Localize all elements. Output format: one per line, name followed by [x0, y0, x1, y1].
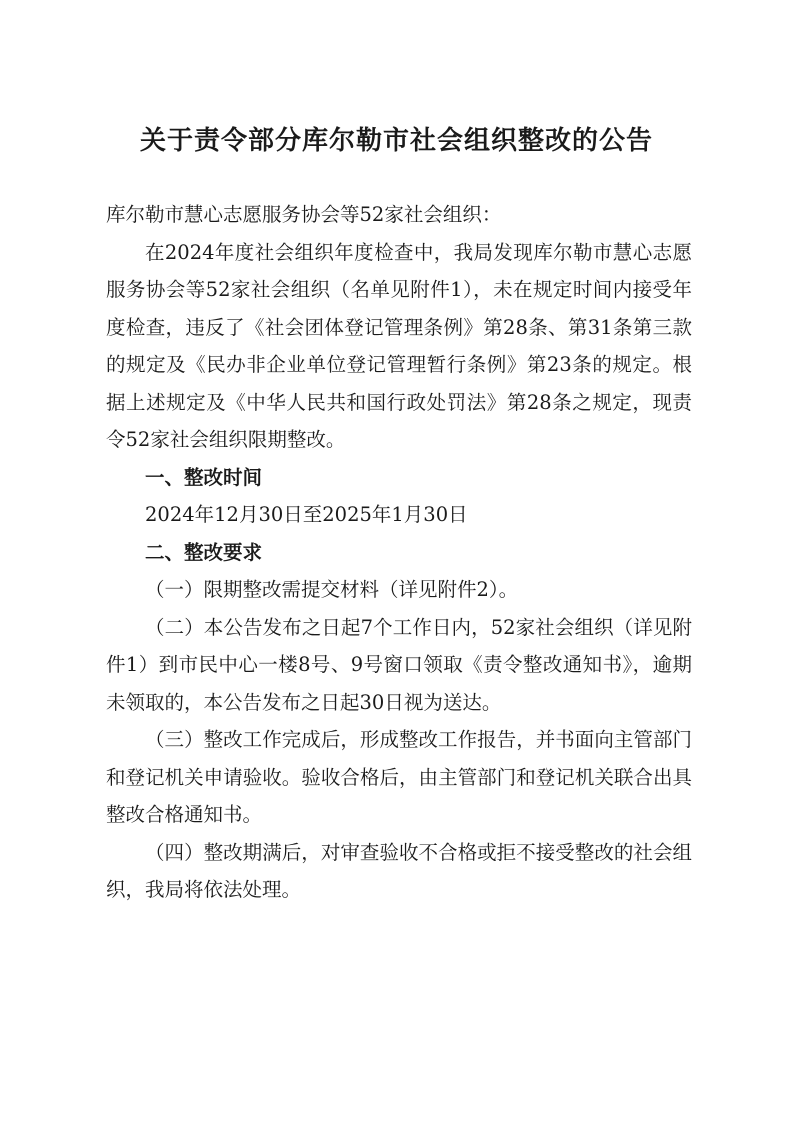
section-heading-requirements: 二、整改要求 [145, 540, 263, 564]
requirement-item-1: （一）限期整改需提交材料（详见附件2）。 [145, 578, 519, 601]
section-heading-time: 一、整改时间 [145, 465, 263, 489]
requirement-item-4: （四）整改期满后，对审查验收不合格或拒不接受整改的社会组织，我局将依法处理。 [106, 840, 692, 901]
document-title: 关于责令部分库尔勒市社会组织整改的公告 [139, 126, 653, 156]
section-body-time: 2024年12月30日至2025年1月30日 [145, 503, 468, 526]
document-body [106, 196, 692, 909]
intro-paragraph: 在2024年度社会组织年度检查中，我局发现库尔勒市慧心志愿服务协会等52家社会组织（名单见附件1），未在规定时间内接受年度检查，违反了《社会团体登记管理条例》第28条、第31条第三款的规定及《民办非企业单位登记管理暂行条例》第23条的规定。根据上述规定及《中华人民共和国行政处罚法》第28条之规定，现责令52家社会组织限期整改。 [106, 240, 692, 451]
requirement-item-2: （二）本公告发布之日起7个工作日内，52家社会组织（详见附件1）到市民中心一楼8号、9号窗口领取《责令整改通知书》，逾期未领取的，本公告发布之日起30日视为送达。 [106, 615, 692, 714]
requirement-item-3: （三）整改工作完成后，形成整改工作报告，并书面向主管部门和登记机关申请验收。验收合格后，由主管部门和登记机关联合出具整改合格通知书。 [106, 728, 692, 826]
salutation: 库尔勒市慧心志愿服务协会等52家社会组织： [106, 203, 502, 226]
